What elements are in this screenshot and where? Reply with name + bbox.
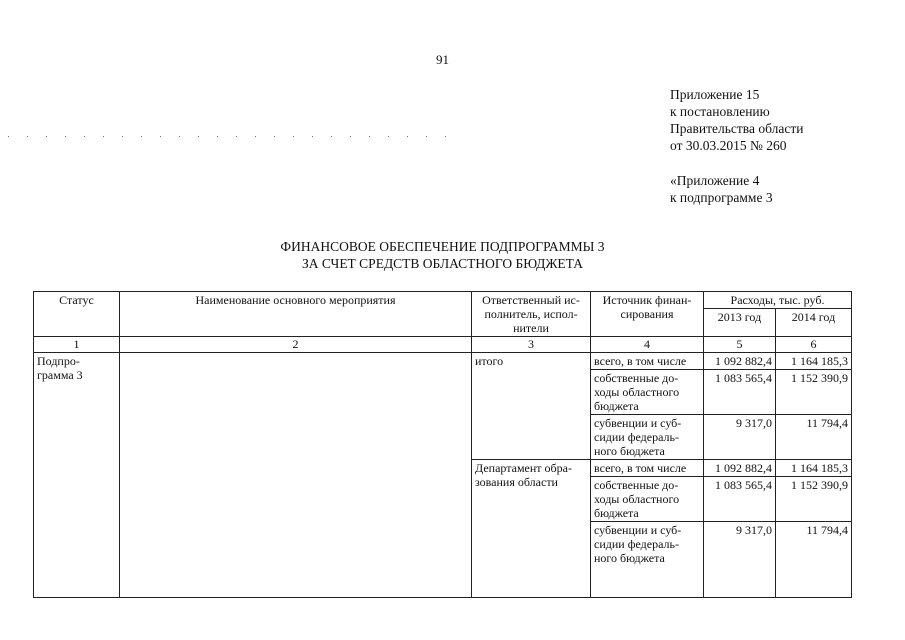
header-year-2013: 2013 год — [704, 309, 776, 337]
value-2014-cell: 11 794,4 — [776, 415, 852, 460]
scan-dot — [369, 136, 370, 137]
page-number: 91 — [436, 52, 449, 67]
subappendix-line: «Приложение 4 — [670, 173, 760, 188]
scan-dot — [160, 136, 161, 137]
title-line-1: ФИНАНСОВОЕ ОБЕСПЕЧЕНИЕ ПОДПРОГРАММЫ 3 — [280, 239, 605, 254]
appendix-note — [670, 86, 803, 154]
subappendix-line: к подпрограмме 3 — [670, 190, 773, 205]
status-cell: Подпро-грамма 3 — [34, 353, 120, 598]
scan-dot — [65, 136, 66, 137]
value-2014-cell: 1 152 390,9 — [776, 370, 852, 415]
scan-dot — [407, 136, 408, 137]
column-number: 5 — [704, 337, 776, 353]
scan-dot — [46, 136, 47, 137]
scan-dot — [236, 136, 237, 137]
column-number: 3 — [472, 337, 591, 353]
scan-dot — [84, 136, 85, 137]
scan-dot — [255, 136, 256, 137]
value-2014-cell: 11 794,4 — [776, 522, 852, 598]
executor-cell: итого — [472, 353, 591, 460]
value-2014-cell: 1 164 185,3 — [776, 460, 852, 477]
appendix-line: к постановлению — [670, 104, 770, 119]
column-number: 1 — [34, 337, 120, 353]
header-source: Источник финан-сирования — [591, 292, 704, 337]
scan-dot — [293, 136, 294, 137]
value-2013-cell: 9 317,0 — [704, 415, 776, 460]
header-expenses: Расходы, тыс. руб. — [704, 292, 852, 309]
subappendix-note — [670, 172, 773, 206]
scan-dot — [350, 136, 351, 137]
value-2013-cell: 1 083 565,4 — [704, 370, 776, 415]
column-number: 4 — [591, 337, 704, 353]
source-cell: собственные до-ходы областного бюджета — [591, 370, 704, 415]
header-year-2014: 2014 год — [776, 309, 852, 337]
scan-dot — [388, 136, 389, 137]
source-cell: субвенции и суб-сидии федераль-ного бюджета — [591, 522, 704, 598]
scan-dot — [122, 136, 123, 137]
scan-dot — [179, 136, 180, 137]
scan-dot — [426, 136, 427, 137]
value-2013-cell: 1 083 565,4 — [704, 477, 776, 522]
scan-dot — [141, 136, 142, 137]
column-number: 2 — [120, 337, 472, 353]
source-cell: субвенции и суб-сидии федераль-ного бюджета — [591, 415, 704, 460]
scan-dot — [8, 136, 9, 137]
appendix-line: Правительства области — [670, 121, 804, 136]
appendix-line: от 30.03.2015 № 260 — [670, 138, 787, 153]
value-2013-cell: 1 092 882,4 — [704, 460, 776, 477]
executor-cell: Департамент обра-зования области — [472, 460, 591, 598]
budget-table — [33, 291, 852, 598]
appendix-line: Приложение 15 — [670, 87, 760, 102]
value-2014-cell: 1 152 390,9 — [776, 477, 852, 522]
header-executor: Ответственный ис-полнитель, испол-нители — [472, 292, 591, 337]
source-cell: собственные до-ходы областного бюджета — [591, 477, 704, 522]
scan-dot — [331, 136, 332, 137]
scan-dot — [217, 136, 218, 137]
header-status: Статус — [34, 292, 120, 337]
scan-dot — [103, 136, 104, 137]
document-title — [0, 238, 905, 272]
scan-dot — [274, 136, 275, 137]
value-2013-cell: 9 317,0 — [704, 522, 776, 598]
source-cell: всего, в том числе — [591, 353, 704, 370]
table-row — [34, 353, 852, 370]
header-activity: Наименование основного мероприятия — [120, 292, 472, 337]
value-2014-cell: 1 164 185,3 — [776, 353, 852, 370]
scan-artifact-dots — [0, 136, 470, 138]
value-2013-cell: 1 092 882,4 — [704, 353, 776, 370]
activity-cell — [120, 353, 472, 598]
column-number: 6 — [776, 337, 852, 353]
source-cell: всего, в том числе — [591, 460, 704, 477]
scan-dot — [312, 136, 313, 137]
scan-dot — [27, 136, 28, 137]
scan-dot — [445, 136, 446, 137]
title-line-2: ЗА СЧЕТ СРЕДСТВ ОБЛАСТНОГО БЮДЖЕТА — [301, 256, 584, 271]
scan-dot — [198, 136, 199, 137]
